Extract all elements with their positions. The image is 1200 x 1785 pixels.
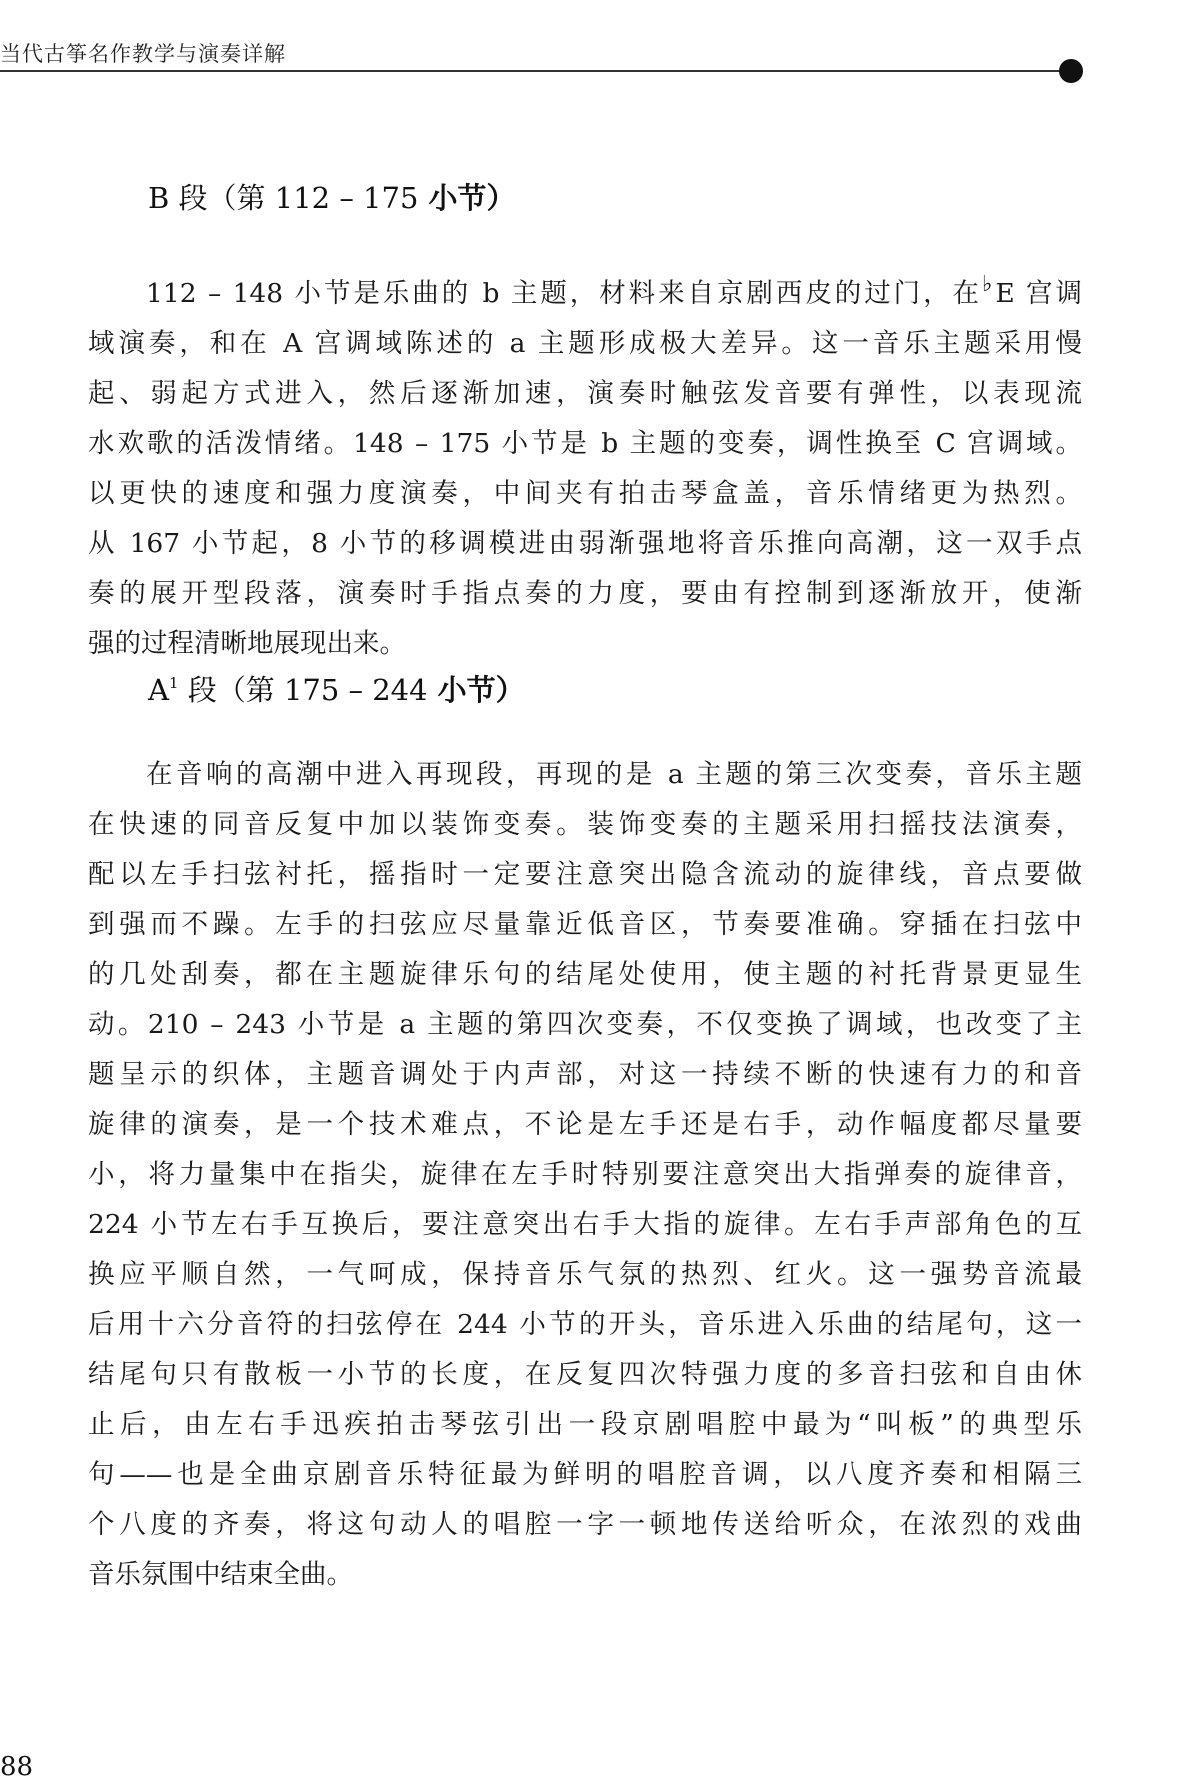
- paragraph-line: 配以左手扫弦衬托，摇指时一定要注意突出隐含流动的旋律线，音点要做: [88, 859, 1082, 890]
- section-heading-letter: A: [148, 673, 169, 707]
- paragraph-line: 个八度的齐奏，将这句动人的唱腔一字一顿地传送给听众，在浓烈的戏曲: [88, 1509, 1082, 1540]
- section-heading-suffix: 小节）: [418, 181, 516, 215]
- paragraph-line: 从 167 小节起，8 小节的移调模进由弱渐强地将音乐推向高潮，这一双手点: [88, 528, 1082, 559]
- paragraph-line: 起、弱起方式进入，然后逐渐加速，演奏时触弦发音要有弹性，以表现流: [88, 378, 1082, 409]
- paragraph-line: 域演奏，和在 A 宫调域陈述的 a 主题形成极大差异。这一音乐主题采用慢: [88, 328, 1082, 359]
- paragraph-line: 止后，由左右手迅疾拍击琴弦引出一段京剧唱腔中最为“叫板”的典型乐: [88, 1409, 1082, 1440]
- section-heading-superscript: 1: [168, 674, 179, 692]
- header-rule: [0, 70, 1070, 72]
- section-heading-range: 112 – 175: [274, 181, 419, 215]
- paragraph-line: 音乐氛围中结束全曲。: [88, 1559, 353, 1590]
- paragraph-line: 动。210 – 243 小节是 a 主题的第四次变奏，不仅变换了调域，也改变了主: [88, 1009, 1082, 1040]
- flat-sign: ♭: [982, 272, 996, 297]
- section-heading-range: 175 – 244: [283, 673, 428, 707]
- paragraph-line: 到强而不躁。左手的扫弦应尽量靠近低音区，节奏要准确。穿插在扫弦中: [88, 909, 1082, 940]
- section-heading-prefix: B 段（第: [148, 181, 275, 215]
- paragraph-line: 112 – 148 小节是乐曲的 b 主题，材料来自京剧西皮的过门，在♭E 宫调: [146, 272, 1082, 309]
- header-dot-ornament: [1059, 59, 1083, 83]
- paragraph-line: 在音响的高潮中进入再现段，再现的是 a 主题的第三次变奏，音乐主题: [146, 759, 1082, 790]
- section-heading-b: [148, 176, 516, 217]
- page-number: 88: [0, 1752, 34, 1782]
- paragraph-line: 结尾句只有散板一小节的长度，在反复四次特强力度的多音扫弦和自由休: [88, 1359, 1082, 1390]
- paragraph-line: 224 小节左右手互换后，要注意突出右手大指的旋律。左右手声部角色的互: [88, 1209, 1082, 1240]
- section-heading-suffix: 小节）: [427, 673, 525, 707]
- paragraph-line: 以更快的速度和强力度演奏，中间夹有拍击琴盒盖，音乐情绪更为热烈。: [88, 478, 1082, 509]
- section-heading-prefix: 段（第: [178, 673, 284, 707]
- paragraph-section-b: [88, 260, 1082, 669]
- paragraph-line: 水欢歌的活泼情绪。148 – 175 小节是 b 主题的变奏，调性换至 C 宫调域。: [88, 428, 1082, 459]
- paragraph-line: 后用十六分音符的扫弦停在 244 小节的开头，音乐进入乐曲的结尾句，这一: [88, 1309, 1082, 1340]
- paragraph-section-a1: [88, 750, 1082, 1600]
- paragraph-line: 强的过程清晰地展现出来。: [88, 628, 406, 659]
- paragraph-line: 小，将力量集中在指尖，旋律在左手时特别要注意突出大指弹奏的旋律音，: [88, 1159, 1082, 1190]
- paragraph-line: 旋律的演奏，是一个技术难点，不论是左手还是右手，动作幅度都尽量要: [88, 1109, 1082, 1140]
- paragraph-line: 奏的展开型段落，演奏时手指点奏的力度，要由有控制到逐渐放开，使渐: [88, 578, 1082, 609]
- paragraph-line: 题呈示的织体，主题音调处于内声部，对这一持续不断的快速有力的和音: [88, 1059, 1082, 1090]
- running-head: 当代古筝名作教学与演奏详解: [0, 42, 286, 66]
- paragraph-line: 的几处刮奏，都在主题旋律乐句的结尾处使用，使主题的衬托背景更显生: [88, 959, 1082, 990]
- section-heading-a1: [148, 668, 525, 709]
- paragraph-line: 在快速的同音反复中加以装饰变奏。装饰变奏的主题采用扫摇技法演奏，: [88, 809, 1082, 840]
- paragraph-line: 句——也是全曲京剧音乐特征最为鲜明的唱腔音调，以八度齐奏和相隔三: [88, 1459, 1082, 1490]
- paragraph-line: 换应平顺自然，一气呵成，保持音乐气氛的热烈、红火。这一强势音流最: [88, 1259, 1082, 1290]
